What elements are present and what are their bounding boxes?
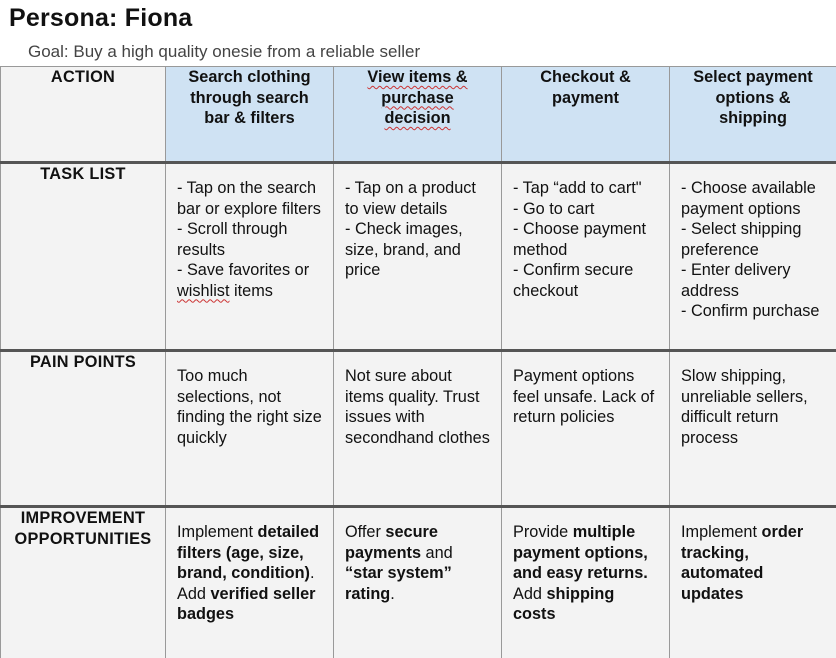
stage-header-payment-shipping [670,67,836,163]
task-item: - Choose available payment options [681,178,828,219]
task-item: - Check images, size, brand, and price [345,219,493,281]
stage-header-search [166,67,334,163]
task-item: - Tap on a product to view details [345,178,493,219]
stage-header-line: shipping [670,108,836,129]
task-cell [166,163,334,351]
task-item: - Tap on the search bar or explore filters [177,178,325,219]
opportunity-cell [166,507,334,658]
task-item: - Enter delivery address [681,260,828,301]
journey-map-table [0,66,836,658]
stage-header-view-items [334,67,502,163]
task-item: - Select shipping preference [681,219,828,260]
pain-cell [502,351,670,507]
row-label-pain-points: PAIN POINTS [1,351,166,507]
stage-header-line: payment [502,88,669,109]
persona-title: Persona: Fiona [9,4,192,33]
row-label-line: OPPORTUNITIES [1,529,165,550]
pain-points-row [1,351,836,507]
opportunity-text: Offer secure payments and “star system” rating. [334,508,501,612]
task-item: - Choose payment method [513,219,661,260]
pain-cell [670,351,836,507]
task-list-row [1,163,836,351]
stage-header-line: Select payment [670,67,836,88]
persona-goal: Goal: Buy a high quality onesie from a reliable seller [28,42,420,62]
pain-text: Slow shipping, unreliable sellers, difficult return process [670,352,836,456]
pain-cell [166,351,334,507]
stage-header-line: options & [670,88,836,109]
stage-header-checkout [502,67,670,163]
row-label-task-list: TASK LIST [1,163,166,351]
pain-text: Too much selections, not finding the right size quickly [166,352,333,456]
action-row [1,67,836,163]
opportunity-cell [502,507,670,658]
stage-header-line: View items & [334,67,501,88]
task-item: - Tap “add to cart" [513,178,661,199]
stage-header-line: decision [334,108,501,129]
opportunity-cell [670,507,836,658]
task-item: - Confirm purchase [681,301,828,322]
row-label-action: ACTION [1,67,166,163]
improvement-opportunities-row [1,507,836,658]
opportunity-cell [334,507,502,658]
opportunity-text: Implement order tracking, automated updates [670,508,836,612]
pain-cell [334,351,502,507]
opportunity-text: Implement detailed filters (age, size, brand, condition). Add verified seller badges [166,508,333,633]
stage-header-line: purchase [334,88,501,109]
stage-header-line: through search [166,88,333,109]
pain-text: Not sure about items quality. Trust issues with secondhand clothes [334,352,501,456]
task-item: - Scroll through results [177,219,325,260]
row-label-line: IMPROVEMENT [1,508,165,529]
stage-header-line: bar & filters [166,108,333,129]
opportunity-text: Provide multiple payment options, and easy returns. Add shipping costs [502,508,669,633]
task-item: - Go to cart [513,199,661,220]
task-cell [334,163,502,351]
task-item: - Save favorites or wishlist items [177,260,325,301]
row-label-improvement-opportunities [1,507,166,658]
task-item: - Confirm secure checkout [513,260,661,301]
stage-header-line: Checkout & [502,67,669,88]
pain-text: Payment options feel unsafe. Lack of return policies [502,352,669,436]
task-cell [670,163,836,351]
task-cell [502,163,670,351]
stage-header-line: Search clothing [166,67,333,88]
